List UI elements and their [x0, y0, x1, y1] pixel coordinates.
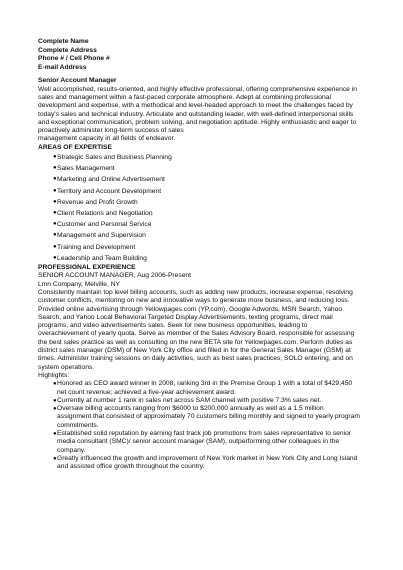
experience-title: PROFESSIONAL EXPERIENCE: [38, 264, 136, 272]
objective-line: development and expertise, with a methodical and level-headed approach to meet the challenges faced by: [38, 102, 353, 110]
expertise-item-label: Revenue and Profit Growth: [57, 198, 138, 206]
experience-line: Provided online advertising through Yellowpages.com (YP.com), Google Adwords, MSN Search, Yahoo: [38, 305, 343, 313]
objective-line: proactively administer long-term success of sales: [38, 127, 184, 135]
expertise-item-label: Customer and Personal Service: [57, 221, 152, 229]
bullet-icon: ●: [53, 381, 57, 388]
bullet-icon: ●: [53, 221, 57, 228]
expertise-item: [38, 208, 368, 219]
expertise-item: [38, 219, 368, 230]
expertise-item-label: Territory and Account Development: [57, 187, 162, 195]
objective-paragraph: [38, 86, 368, 144]
experience-line: Search, and Yahoo Local Behavioral Targeted Display Advertisements, texting programs, direct mail: [38, 313, 333, 321]
highlight-item: [38, 405, 368, 430]
expertise-title: AREAS OF EXPERTISE: [38, 143, 112, 151]
bullet-icon: ●: [53, 154, 57, 161]
highlight-line: media consultant (SMC)/ senior account manager (SAM), outperforming other colleagues in the: [57, 438, 340, 446]
objective-section: [38, 77, 368, 143]
bullet-icon: ●: [53, 455, 57, 462]
expertise-item-label: Management and Supervision: [57, 232, 146, 240]
objective-line: sales and management within a fast-paced corporate atmosphere. Adept at combining professional: [38, 93, 331, 101]
bullet-icon: ●: [53, 232, 57, 239]
resume-content: [38, 38, 368, 472]
expertise-item-label: Leadership and Team Building: [57, 254, 147, 262]
highlight-line: company.: [57, 446, 86, 454]
expertise-item: [38, 253, 368, 264]
expertise-item-label: Sales Management: [57, 165, 115, 173]
experience-section: [38, 264, 368, 471]
highlight-line: Greatly influenced the growth and improvement of New York market in New York City and Long Island: [57, 454, 358, 462]
bullet-icon: ●: [53, 187, 57, 194]
highlight-line: and assisted office growth throughout the country.: [57, 463, 205, 471]
experience-role: SENIOR ACCOUNT MANAGER, Aug 2006-Present: [38, 272, 191, 280]
experience-paragraph: [38, 289, 368, 372]
expertise-list: [38, 152, 368, 264]
bullet-icon: ●: [53, 431, 57, 438]
highlight-line: Oversaw billing accounts ranging from $6000 to $200,000 annually as well as a 1.5 million: [57, 405, 324, 413]
highlight-line: Currently at number 1 rank in sales net across SAM channel with positive 7.3% sales net.: [57, 396, 322, 404]
objective-line: today's sales and technical industry. Articulate and outstanding leader, with well-defined interpersonal skills: [38, 110, 354, 118]
highlight-line: Established solid reputation by earning fast track job promotions from sales representative to senior: [57, 430, 352, 438]
experience-line: the best sales practice as well as consulting on the new BETA site for Yellowpages.com. Perform duties as: [38, 338, 353, 346]
experience-line: overachievement of yearly quota. Serve as member of the Sales Advisory Board, responsible for assessing: [38, 330, 355, 338]
highlights-list: [38, 380, 368, 471]
bullet-icon: ●: [53, 165, 57, 172]
experience-company: Lmn Company, Melville, NY: [38, 280, 121, 288]
experience-line: system operations.: [38, 363, 95, 371]
expertise-item: [38, 186, 368, 197]
objective-line: and exceptional communication, problem solving, and negotiation aptitude. Highly enthusiastic and eager to: [38, 118, 357, 126]
highlight-item: [38, 430, 368, 455]
bullet-icon: ●: [53, 198, 57, 205]
expertise-item-label: Training and Development: [57, 243, 136, 251]
highlight-item: [38, 380, 368, 397]
objective-line: management capacity in all fields of endeavor.: [38, 135, 176, 143]
bullet-icon: ●: [53, 243, 57, 250]
experience-line: programs, and video advertisements sales. Seek for new business opportunities, leading to: [38, 322, 308, 330]
expertise-item-label: Marketing and Online Advertisement: [57, 176, 165, 184]
contact-block: [38, 38, 368, 72]
experience-line: times. Administer training sessions on daily activities, such as best sales practices, SOLO entering, and on: [38, 355, 353, 363]
contact-name: Complete Name: [38, 38, 89, 45]
highlight-line: assignment that consisted of approximately 70 customers billing monthly and signed to yearly program: [57, 413, 360, 421]
expertise-item-label: Strategic Sales and Business Planning: [57, 154, 172, 162]
expertise-item-label: Client Relations and Negotiation: [57, 210, 153, 218]
expertise-item: [38, 163, 368, 174]
experience-line: Consistently maintain top level billing accounts, such as adding new products, increase expense, resolving: [38, 288, 353, 296]
highlight-line: Honored as CEO award winner in 2008, ranking 3rd in the Premise Group 1 with a total of $429,450: [57, 380, 353, 388]
objective-line: Well accomplished, results-oriented, and highly effective professional, offering comprehensive experience in: [38, 85, 357, 93]
contact-phone: Phone # / Cell Phone #: [38, 55, 110, 63]
bullet-icon: ●: [53, 176, 57, 183]
bullet-icon: ●: [53, 406, 57, 413]
highlight-line: commitments.: [57, 421, 99, 429]
expertise-item: [38, 174, 368, 185]
expertise-section: [38, 144, 368, 264]
highlights-label: Highlights:: [38, 371, 70, 379]
highlight-line: net count revenue; achieved a five-year achievement award.: [57, 388, 236, 396]
expertise-item: [38, 197, 368, 208]
experience-line: district sales manager (DSM) of New York City office and filled in for the General Sales Manager (GSM) at: [38, 347, 351, 355]
bullet-icon: ●: [53, 397, 57, 404]
contact-email: E-mail Address: [38, 63, 87, 71]
highlight-item: [38, 455, 368, 472]
expertise-item: [38, 242, 368, 253]
expertise-item: [38, 152, 368, 163]
bullet-icon: ●: [53, 210, 57, 217]
experience-line: customer conflicts, mentoring on new and innovative ways to generate more business, and reducing loss.: [38, 297, 350, 305]
highlight-item: [38, 397, 368, 405]
objective-title: Senior Account Manager: [38, 77, 117, 85]
bullet-icon: ●: [53, 254, 57, 261]
expertise-item: [38, 230, 368, 241]
contact-address: Complete Address: [38, 46, 97, 54]
